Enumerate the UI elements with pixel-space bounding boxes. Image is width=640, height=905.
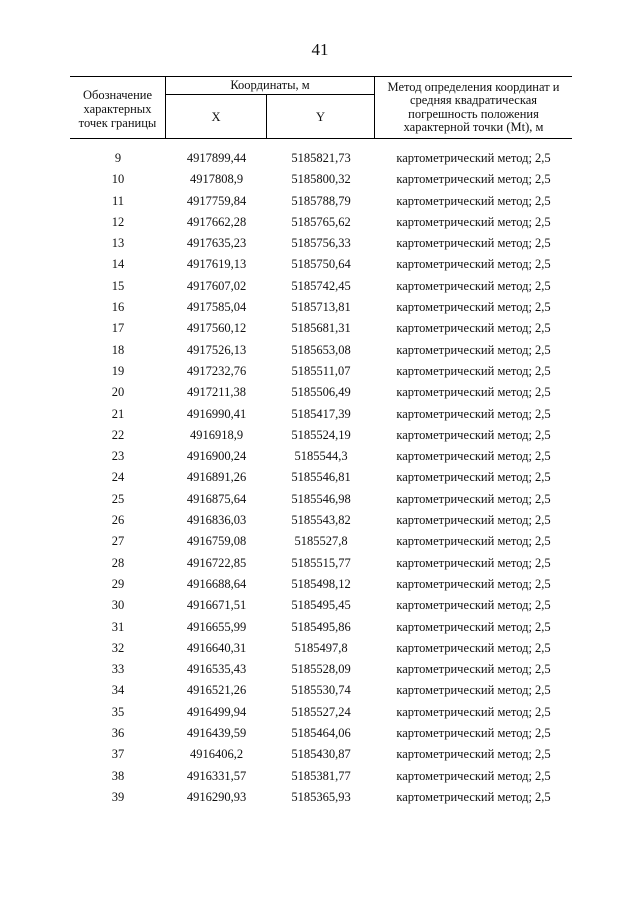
header-coordinates: Координаты, м <box>166 77 375 95</box>
x-coordinate-cell: 4917808,9 <box>189 172 244 187</box>
x-coordinate-cell: 4916722,85 <box>186 555 247 570</box>
x-coordinate-cell: 4916875,64 <box>186 491 247 506</box>
method-cell: картометрический метод; 2,5 <box>396 768 551 783</box>
point-number-cell: 38 <box>111 768 125 783</box>
table-row <box>70 659 572 680</box>
y-coordinate-cell: 5185653,08 <box>291 342 351 357</box>
x-coordinate-cell: 4916521,26 <box>186 683 247 698</box>
table-row <box>70 361 572 382</box>
point-number-cell: 20 <box>111 385 125 400</box>
y-coordinate-cell: 5185750,64 <box>291 257 351 272</box>
header-y: Y <box>267 95 375 138</box>
point-number-cell: 16 <box>111 300 125 315</box>
y-coordinate-cell: 5185527,8 <box>294 534 348 549</box>
table-row <box>70 766 572 787</box>
table-row <box>70 212 572 233</box>
table-row <box>70 382 572 403</box>
point-number-cell: 17 <box>111 321 125 336</box>
table-row <box>70 617 572 638</box>
point-number-cell: 22 <box>111 427 125 442</box>
y-coordinate-cell: 5185417,39 <box>291 406 351 421</box>
x-coordinate-cell: 4916499,94 <box>186 704 247 719</box>
y-coordinate-cell: 5185742,45 <box>291 278 351 293</box>
table-row <box>70 318 572 339</box>
table-row <box>70 297 572 318</box>
y-coordinate-cell: 5185524,19 <box>291 427 351 442</box>
point-number-cell: 35 <box>111 704 125 719</box>
x-coordinate-cell: 4916759,08 <box>186 534 247 549</box>
x-coordinate-cell: 4916331,57 <box>186 768 247 783</box>
x-coordinate-cell: 4916290,93 <box>186 789 247 804</box>
x-coordinate-cell: 4917211,38 <box>187 385 246 400</box>
y-coordinate-cell: 5185365,93 <box>291 789 351 804</box>
x-coordinate-cell: 4916406,2 <box>189 747 244 762</box>
y-coordinate-cell: 5185681,31 <box>291 321 351 336</box>
method-cell: картометрический метод; 2,5 <box>396 300 551 315</box>
x-coordinate-cell: 4916990,41 <box>186 406 247 421</box>
method-cell: картометрический метод; 2,5 <box>396 363 551 378</box>
point-number-cell: 9 <box>114 151 122 165</box>
x-coordinate-cell: 4917619,13 <box>186 257 247 272</box>
method-cell: картометрический метод; 2,5 <box>396 640 551 655</box>
table-row <box>70 446 572 467</box>
method-cell: картометрический метод; 2,5 <box>396 491 551 506</box>
method-cell: картометрический метод; 2,5 <box>396 172 551 187</box>
x-coordinate-cell: 4917607,02 <box>186 278 247 293</box>
y-coordinate-cell: 5185495,86 <box>291 619 351 634</box>
y-coordinate-cell: 5185543,82 <box>291 513 351 528</box>
x-coordinate-cell: 4917759,84 <box>186 193 247 208</box>
method-cell: картометрический метод; 2,5 <box>396 257 551 272</box>
point-number-cell: 11 <box>111 193 125 208</box>
point-number-cell: 29 <box>111 576 125 591</box>
point-number-cell: 32 <box>111 640 125 655</box>
y-coordinate-cell: 5185430,87 <box>291 747 351 762</box>
table-row <box>70 340 572 361</box>
method-cell: картометрический метод; 2,5 <box>396 598 551 613</box>
table-header <box>70 76 572 139</box>
method-cell: картометрический метод; 2,5 <box>396 513 551 528</box>
point-number-cell: 31 <box>111 619 125 634</box>
x-coordinate-cell: 4917662,28 <box>186 214 247 229</box>
y-coordinate-cell: 5185528,09 <box>291 662 351 677</box>
table-row <box>70 233 572 254</box>
y-coordinate-cell: 5185788,79 <box>291 193 351 208</box>
table-row <box>70 702 572 723</box>
y-coordinate-cell: 5185464,06 <box>291 726 351 741</box>
method-cell: картометрический метод; 2,5 <box>396 321 551 336</box>
x-coordinate-cell: 4916891,26 <box>186 470 247 485</box>
x-coordinate-cell: 4916655,99 <box>186 619 247 634</box>
method-cell: картометрический метод; 2,5 <box>396 683 551 698</box>
point-number-cell: 33 <box>111 662 125 677</box>
method-cell: картометрический метод; 2,5 <box>396 385 551 400</box>
y-coordinate-cell: 5185546,98 <box>291 491 351 506</box>
x-coordinate-cell: 4916535,43 <box>186 662 247 677</box>
point-number-cell: 34 <box>111 683 125 698</box>
x-coordinate-cell: 4917899,44 <box>186 151 247 165</box>
table-row <box>70 148 572 169</box>
method-cell: картометрический метод; 2,5 <box>396 534 551 549</box>
x-coordinate-cell: 4916671,51 <box>186 598 247 613</box>
table-row <box>70 744 572 765</box>
method-cell: картометрический метод; 2,5 <box>396 406 551 421</box>
table-row <box>70 595 572 616</box>
table-row <box>70 467 572 488</box>
method-cell: картометрический метод; 2,5 <box>396 726 551 741</box>
method-cell: картометрический метод; 2,5 <box>396 704 551 719</box>
point-number-cell: 18 <box>111 342 125 357</box>
table-row <box>70 191 572 212</box>
x-coordinate-cell: 4917232,76 <box>186 363 247 378</box>
page-number: 41 <box>311 40 329 59</box>
header-x: X <box>166 95 267 138</box>
table-row <box>70 276 572 297</box>
point-number-cell: 26 <box>111 513 125 528</box>
point-number-cell: 23 <box>111 449 125 464</box>
y-coordinate-cell: 5185765,62 <box>291 214 351 229</box>
method-cell: картометрический метод; 2,5 <box>396 449 551 464</box>
method-cell: картометрический метод; 2,5 <box>396 427 551 442</box>
point-number-cell: 15 <box>111 278 125 293</box>
x-coordinate-cell: 4916836,03 <box>186 513 247 528</box>
method-cell: картометрический метод; 2,5 <box>396 278 551 293</box>
method-cell: картометрический метод; 2,5 <box>396 470 551 485</box>
method-cell: картометрический метод; 2,5 <box>396 747 551 762</box>
x-coordinate-cell: 4916439,59 <box>186 726 247 741</box>
table-row <box>70 489 572 510</box>
method-cell: картометрический метод; 2,5 <box>396 342 551 357</box>
table-body <box>70 148 572 808</box>
method-cell: картометрический метод; 2,5 <box>396 151 551 165</box>
point-number-cell: 39 <box>111 789 125 804</box>
y-coordinate-cell: 5185530,74 <box>291 683 351 698</box>
point-number-cell: 19 <box>111 363 125 378</box>
y-coordinate-cell: 5185713,81 <box>291 300 351 315</box>
header-method: Метод определения координат и средняя квадратическая погрешность положения характерной точки (Mt), м <box>387 79 560 134</box>
table-row <box>70 787 572 808</box>
method-cell: картометрический метод; 2,5 <box>396 576 551 591</box>
table-row <box>70 254 572 275</box>
header-points: Обозначение характерных точек границы <box>70 77 166 138</box>
y-coordinate-cell: 5185800,32 <box>291 172 351 187</box>
point-number-cell: 30 <box>111 598 125 613</box>
y-coordinate-cell: 5185756,33 <box>291 236 351 251</box>
x-coordinate-cell: 4917585,04 <box>186 300 247 315</box>
point-number-cell: 27 <box>111 534 125 549</box>
x-coordinate-cell: 4916900,24 <box>186 449 247 464</box>
method-cell: картометрический метод; 2,5 <box>396 619 551 634</box>
y-coordinate-cell: 5185506,49 <box>291 385 351 400</box>
method-cell: картометрический метод; 2,5 <box>396 662 551 677</box>
table-row <box>70 723 572 744</box>
y-coordinate-cell: 5185498,12 <box>291 576 351 591</box>
x-coordinate-cell: 4917526,13 <box>186 342 247 357</box>
y-coordinate-cell: 5185821,73 <box>291 151 351 165</box>
point-number-cell: 13 <box>111 236 125 251</box>
point-number-cell: 28 <box>111 555 125 570</box>
point-number-cell: 21 <box>111 406 125 421</box>
y-coordinate-cell: 5185495,45 <box>291 598 351 613</box>
table-row <box>70 510 572 531</box>
y-coordinate-cell: 5185527,24 <box>291 704 351 719</box>
method-cell: картометрический метод; 2,5 <box>396 789 551 804</box>
y-coordinate-cell: 5185515,77 <box>291 555 351 570</box>
point-number-cell: 25 <box>111 491 125 506</box>
table-row <box>70 425 572 446</box>
y-coordinate-cell: 5185544,3 <box>294 449 348 464</box>
x-coordinate-cell: 4917635,23 <box>186 236 247 251</box>
y-coordinate-cell: 5185381,77 <box>291 768 351 783</box>
x-coordinate-cell: 4917560,12 <box>186 321 247 336</box>
y-coordinate-cell: 5185511,07 <box>291 363 351 378</box>
point-number-cell: 10 <box>111 172 125 187</box>
table-row <box>70 680 572 701</box>
point-number-cell: 12 <box>111 214 125 229</box>
table-row <box>70 553 572 574</box>
y-coordinate-cell: 5185546,81 <box>291 470 351 485</box>
y-coordinate-cell: 5185497,8 <box>294 640 348 655</box>
point-number-cell: 14 <box>111 257 125 272</box>
point-number-cell: 24 <box>111 470 125 485</box>
table-row <box>70 404 572 425</box>
point-number-cell: 37 <box>111 747 125 762</box>
table-row <box>70 531 572 552</box>
x-coordinate-cell: 4916918,9 <box>189 427 244 442</box>
point-number-cell: 36 <box>111 726 125 741</box>
method-cell: картометрический метод; 2,5 <box>396 193 551 208</box>
method-cell: картометрический метод; 2,5 <box>396 555 551 570</box>
x-coordinate-cell: 4916640,31 <box>186 640 247 655</box>
x-coordinate-cell: 4916688,64 <box>186 576 247 591</box>
method-cell: картометрический метод; 2,5 <box>396 236 551 251</box>
method-cell: картометрический метод; 2,5 <box>396 214 551 229</box>
table-row <box>70 169 572 190</box>
table-row <box>70 638 572 659</box>
table-row <box>70 574 572 595</box>
